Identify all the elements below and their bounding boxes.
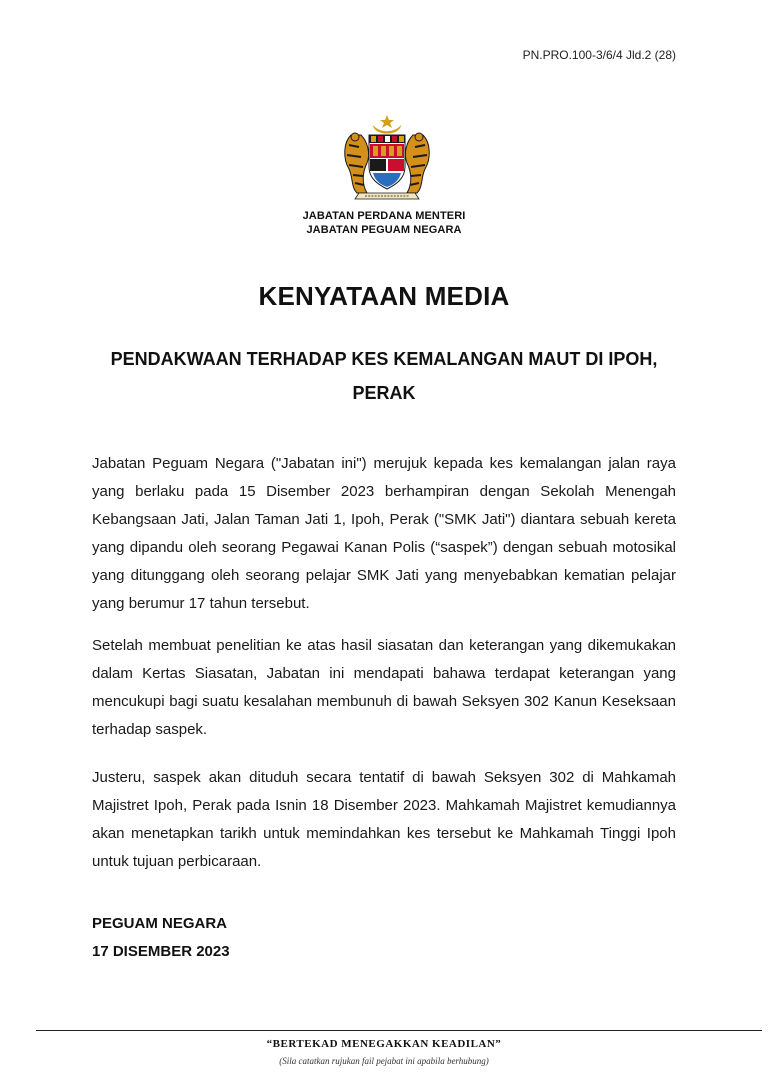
agency-block	[0, 209, 768, 237]
body-paragraph-3: Justeru, saspek akan dituduh secara tentatif di bawah Seksyen 302 di Mahkamah Majistret Ipoh, Perak pada Isnin 18 Disember 2023. Mahkamah Majistret kemudiannya akan menetapkan tarikh untuk memindahkan kes tersebut ke Mahkamah Tinggi Ipoh untuk tujuan perbicaraan.	[92, 769, 676, 870]
document-title: KENYATAAN MEDIA	[258, 281, 510, 311]
agency-name: JABATAN PEGUAM NEGARA	[306, 224, 462, 236]
reference-number: PN.PRO.100-3/6/4 Jld.2 (28)	[522, 48, 676, 62]
department-name: JABATAN PERDANA MENTERI	[302, 210, 466, 222]
signatory: PEGUAM NEGARA	[92, 915, 228, 932]
coat-of-arms-icon	[337, 113, 437, 203]
footer-divider	[36, 1030, 762, 1031]
statement-date: 17 DISEMBER 2023	[92, 943, 230, 960]
footer-motto: “BERTEKAD MENEGAKKAN KEADILAN”	[266, 1038, 502, 1050]
signature-block	[92, 910, 230, 966]
body-paragraph-1: Jabatan Peguam Negara ("Jabatan ini") merujuk kepada kes kemalangan jalan raya yang berlaku pada 15 Disember 2023 berhampiran dengan Sekolah Menengah Kebangsaan Jati, Jalan Taman Jati 1, Ipoh, Perak ("SMK Jati") diantara sebuah kereta yang dipandu oleh seorang Pegawai Kanan Polis (“saspek”) dengan sebuah motosikal yang ditunggang oleh seorang pelajar SMK Jati yang menyebabkan kematian pelajar yang berumur 17 tahun tersebut.	[92, 455, 676, 612]
footer-note: (Sila catatkan rujukan fail pejabat ini apabila berhubung)	[279, 1056, 489, 1066]
body-paragraph-2: Setelah membuat penelitian ke atas hasil siasatan dan keterangan yang dikemukakan dalam Kertas Siasatan, Jabatan ini mendapati bahawa terdapat keterangan yang mencukupi bagi suatu kesalahan membunuh di bawah Seksyen 302 Kanun Keseksaan terhadap saspek.	[92, 637, 676, 738]
document-subtitle: PENDAKWAAN TERHADAP KES KEMALANGAN MAUT DI IPOH, PERAK	[110, 349, 658, 403]
